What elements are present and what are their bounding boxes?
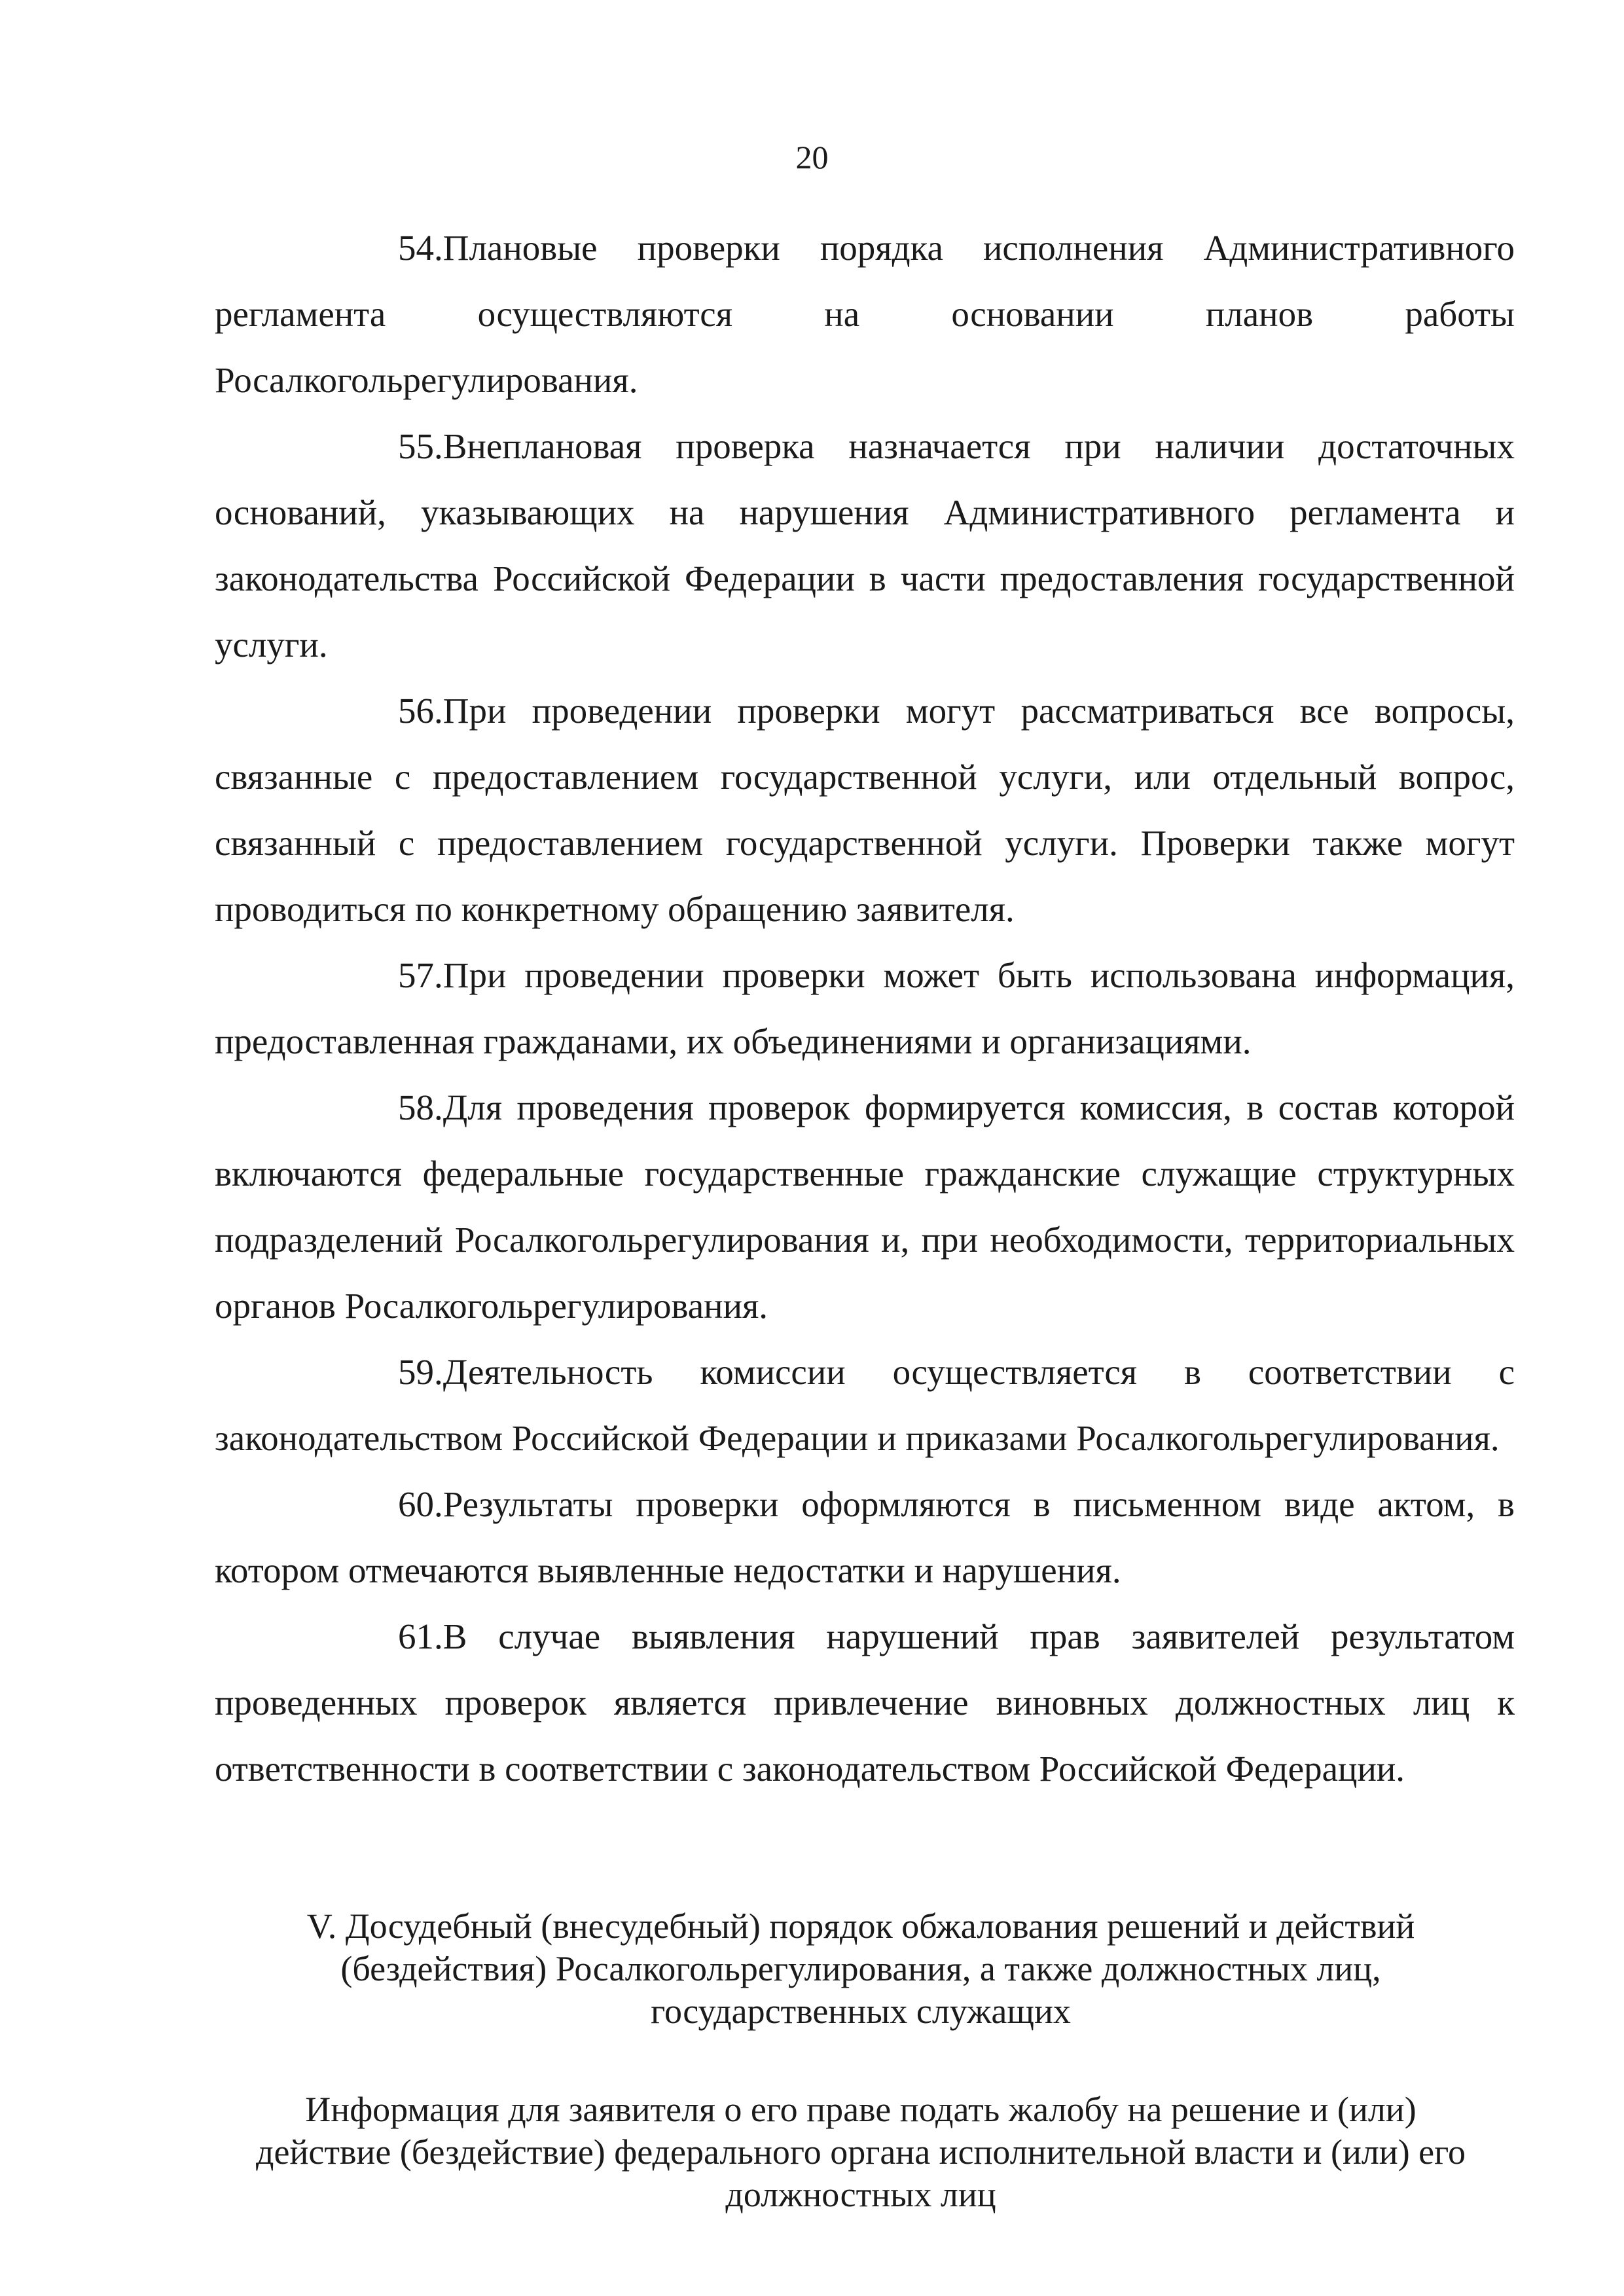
paragraph-number: 56.: [398, 691, 443, 731]
paragraph-number: 54.: [398, 228, 443, 268]
document-body: [215, 215, 1515, 1802]
paragraph-number: 58.: [398, 1087, 443, 1127]
page-number: 20: [795, 139, 829, 175]
paragraph-56: [215, 678, 1515, 942]
paragraph-number: 57.: [398, 955, 443, 995]
paragraph-text: В случае выявления нарушений прав заявителей результатом проведенных проверок является привлечение виновных должностных лиц к ответственности в соответствии с законодательством Российской Федерации.: [215, 1616, 1515, 1789]
paragraph-number: 59.: [398, 1352, 443, 1392]
paragraph-55: [215, 413, 1515, 678]
paragraph-59: [215, 1339, 1515, 1471]
paragraph-60: [215, 1471, 1515, 1603]
section-title-line: государственных служащих: [651, 1992, 1071, 2031]
section-title-line: (бездействия) Росалкогольрегулирования, а также должностных лиц,: [340, 1949, 1381, 1988]
section-subtitle-line: должностных лиц: [725, 2175, 996, 2214]
section-subtitle: [196, 2088, 1525, 2216]
section-subtitle-line: действие (бездействие) федерального органа исполнительной власти и (или) его: [256, 2132, 1466, 2172]
paragraph-number: 61.: [398, 1616, 443, 1656]
paragraph-54: [215, 215, 1515, 413]
paragraph-57: [215, 942, 1515, 1074]
paragraph-text: При проведении проверки могут рассматриваться все вопросы, связанные с предоставлением государственной услуги, или отдельный вопрос, связанный с предоставлением государственной услуги. Проверки также могут проводиться по конкретному обращению заявителя.: [215, 691, 1515, 929]
paragraph-text: Плановые проверки порядка исполнения Административного регламента осуществляются на основании планов работы Росалкогольрегулирования.: [215, 228, 1515, 400]
section-subtitle-line: Информация для заявителя о его праве подать жалобу на решение и (или): [305, 2090, 1416, 2129]
paragraph-text: Для проведения проверок формируется комиссия, в состав которой включаются федеральные государственные гражданские служащие структурных подразделений Росалкогольрегулирования и, при необходимости, территориальных органов Росалкогольрегулирования.: [215, 1087, 1515, 1326]
paragraph-text: Внеплановая проверка назначается при наличии достаточных оснований, указывающих на нарушения Административного регламента и законодательства Российской Федерации в части предоставления государственной услуги.: [215, 426, 1515, 665]
section-title: [196, 1905, 1525, 2033]
paragraph-text: Результаты проверки оформляются в письменном виде актом, в котором отмечаются выявленные недостатки и нарушения.: [215, 1484, 1515, 1590]
paragraph-61: [215, 1603, 1515, 1802]
paragraph-text: При проведении проверки может быть использована информация, предоставленная гражданами, их объединениями и организациями.: [215, 955, 1515, 1061]
paragraph-text: Деятельность комиссии осуществляется в соответствии с законодательством Российской Федерации и приказами Росалкогольрегулирования.: [215, 1352, 1515, 1458]
section-title-line: V. Досудебный (внесудебный) порядок обжалования решений и действий: [306, 1906, 1415, 1946]
paragraph-number: 60.: [398, 1484, 443, 1524]
paragraph-number: 55.: [398, 426, 443, 466]
paragraph-58: [215, 1074, 1515, 1339]
